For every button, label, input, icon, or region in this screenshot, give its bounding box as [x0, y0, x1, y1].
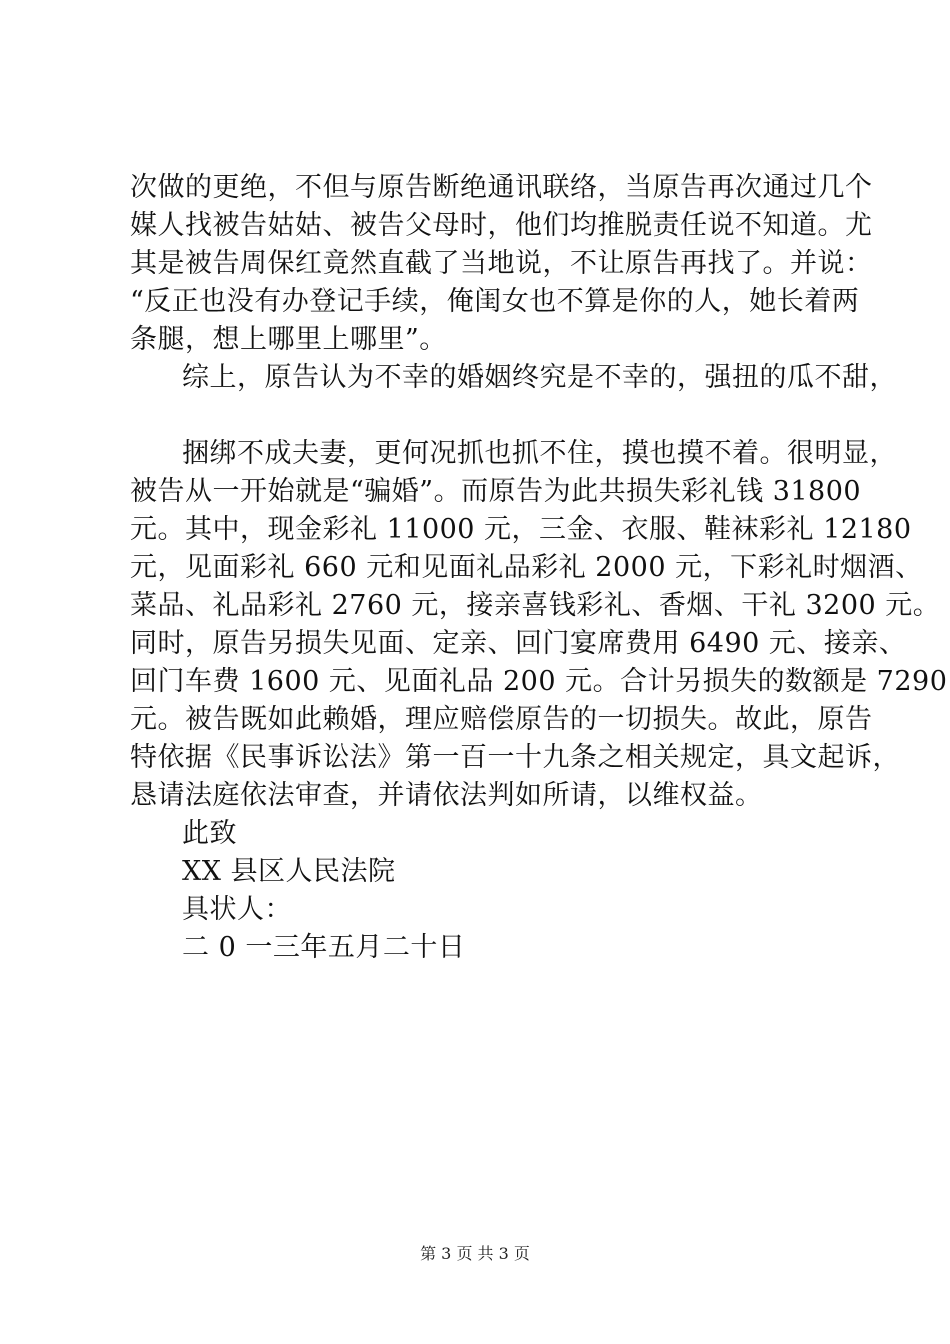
- text-line: 捆绑不成夫妻，更何况抓也抓不住，摸也摸不着。很明显，: [182, 438, 897, 469]
- text-line: 元。被告既如此赖婚，理应赔偿原告的一切损失。故此，原告: [130, 704, 873, 735]
- paragraph-gap: [130, 397, 850, 435]
- text-line: 媒人找被告姑姑、被告父母时，他们均推脱责任说不知道。尤: [130, 210, 873, 241]
- text-line: 回门车费 1600 元、见面礼品 200 元。合计另损失的数额是 7290: [130, 666, 948, 697]
- text-line: 元，见面彩礼 660 元和见面礼品彩礼 2000 元，下彩礼时烟酒、: [130, 552, 923, 583]
- text-line: 同时，原告另损失见面、定亲、回门宴席费用 6490 元、接亲、: [130, 628, 907, 659]
- page-footer: 第 3 页 共 3 页: [420, 1244, 530, 1263]
- text-line: 特依据《民事诉讼法》第一百一十九条之相关规定，具文起诉，: [130, 742, 900, 773]
- text-line: 元。其中，现金彩礼 11000 元，三金、衣服、鞋袜彩礼 12180: [130, 514, 912, 545]
- text-line: 被告从一开始就是“骗婚”。而原告为此共损失彩礼钱 31800: [130, 476, 862, 507]
- text-line: 次做的更绝，不但与原告断绝通讯联络，当原告再次通过几个: [130, 172, 873, 203]
- court-name: XX 县区人民法院: [182, 856, 396, 887]
- text-line: 菜品、礼品彩礼 2760 元，接亲喜钱彩礼、香烟、干礼 3200 元。: [130, 590, 941, 621]
- text-line: 其是被告周保红竟然直截了当地说，不让原告再找了。并说：: [130, 248, 873, 279]
- text-line: 条腿，想上哪里上哪里”。: [130, 324, 447, 355]
- document-date: 二 0 一三年五月二十日: [182, 932, 466, 963]
- signatory: 具状人：: [182, 894, 292, 925]
- document-body: [130, 169, 948, 967]
- text-line: “反正也没有办登记手续，俺闺女也不算是你的人，她长着两: [130, 286, 860, 317]
- text-line: 恳请法庭依法审查，并请依法判如所请，以维权益。: [130, 780, 763, 811]
- salutation: 此致: [182, 818, 237, 849]
- text-line: 综上，原告认为不幸的婚姻终究是不幸的，强扭的瓜不甜，: [182, 362, 897, 393]
